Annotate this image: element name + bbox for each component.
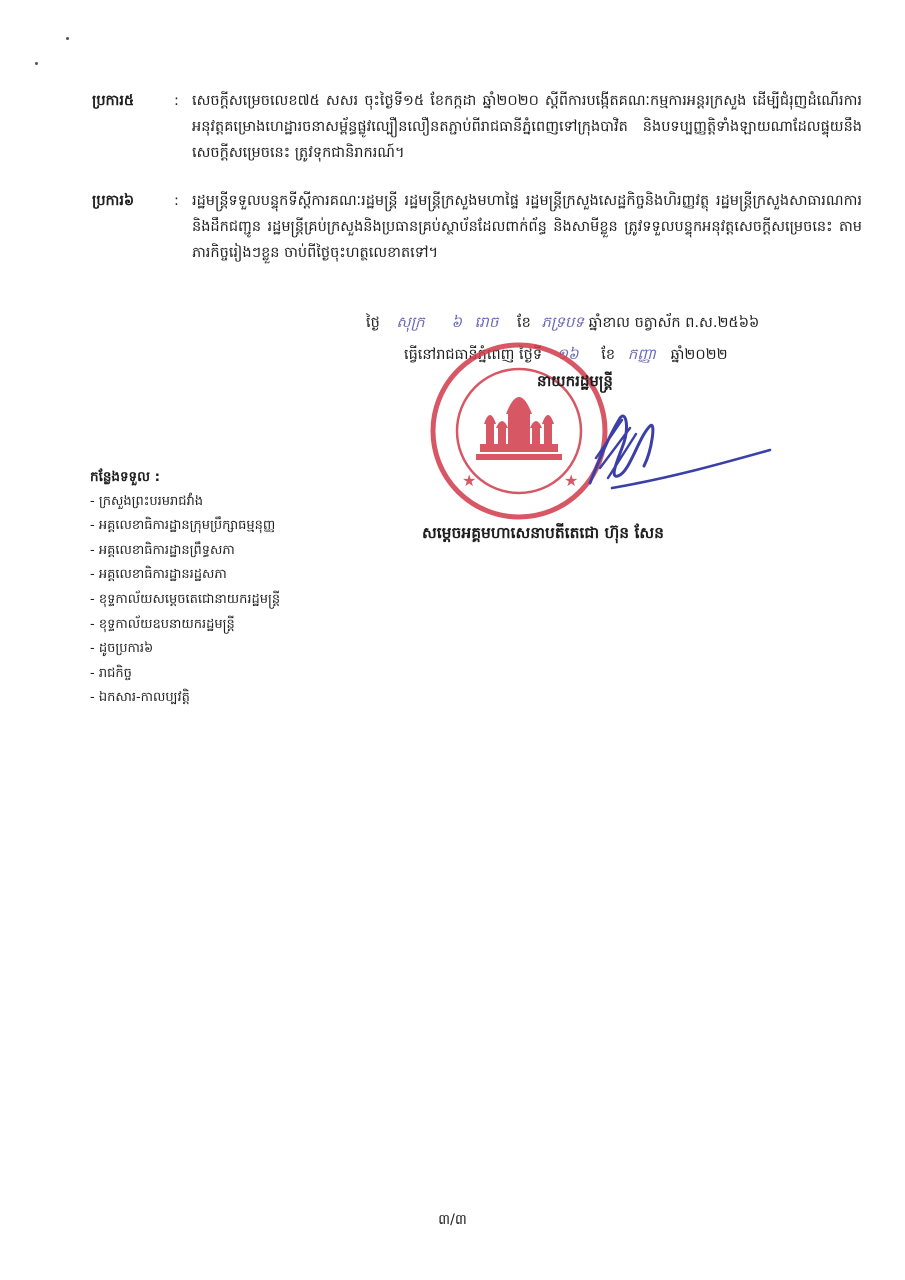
recipients-title: កន្លែងទទួល : (90, 469, 161, 485)
svg-text:★: ★ (564, 471, 579, 490)
recipient-item: - រាជកិច្ច (90, 665, 132, 681)
article-5-label: ប្រការ៥ (92, 93, 135, 109)
article-6-label: ប្រការ៦ (92, 193, 135, 209)
lunar-suffix: ឆ្នាំខាល ចត្វាស័ក ព.ស.២៥៦៦ (588, 315, 760, 331)
lunar-phase-handwritten: រោច (474, 313, 499, 331)
recipient-item: - អគ្គលេខាធិការដ្ឋានក្រុមប្រឹក្សាធម្មនុញ្ញ (90, 518, 276, 534)
article-colon: : (174, 193, 179, 209)
lunar-month-handwritten: ភទ្របទ (541, 313, 584, 331)
lunar-day-handwritten: សុក្រ (396, 313, 425, 331)
solar-month-label: ខែ (601, 347, 616, 363)
solar-month-handwritten: កញ្ញា (627, 345, 656, 363)
recipient-item: - អគ្គលេខាធិការដ្ឋានរដ្ឋសភា (90, 567, 227, 583)
article-6-text: រដ្ឋមន្ត្រីទទួលបន្ទុកទីស្ដីការគណៈរដ្ឋមន្ត្រី រដ្ឋមន្ត្រីក្រសួងមហាផ្ទៃ រដ្ឋមន្ត្រីក្រសួងសេដ្ឋកិច្ចនិងហិរញ្ញវត្ថុ រដ្ឋមន្ត្រីក្រសួងសាធារណការ និងដឹកជញ្ជូន រដ្ឋមន្ត្រីគ្រប់ក្រសួងនិងប្រធានគ្រប់ស្ថាប័នដែលពាក់ព័ន្ធ និងសាមីខ្លួន ត្រូវទទួលបន្ទុកអនុវត្តសេចក្ដីសម្រេចនេះ តាមភារកិច្ចរៀងៗខ្លួន ចាប់ពីថ្ងៃចុះហត្ថលេខាតទៅ។ (192, 193, 862, 261)
recipient-item: - ខុទ្ទកាល័យសម្ដេចតេជោនាយករដ្ឋមន្ត្រី (90, 591, 281, 607)
scan-speck (35, 62, 38, 65)
signer-name: សម្ដេចអគ្គមហាសេនាបតីតេជោ ហ៊ុន សែន (422, 524, 665, 542)
scan-speck (66, 37, 69, 40)
article-colon: : (174, 93, 179, 109)
lunar-month-label: ខែ (516, 315, 531, 331)
recipient-item: - ឯកសារ-កាលប្បវត្តិ (90, 690, 190, 706)
recipient-item: - អគ្គលេខាធិការដ្ឋានព្រឹទ្ធសភា (90, 542, 235, 558)
lunar-number-handwritten: ៦ (451, 313, 462, 331)
recipient-item: - ខុទ្ទកាល័យឧបនាយករដ្ឋមន្ត្រី (90, 616, 235, 632)
solar-day-handwritten: ១៦ (556, 345, 579, 363)
signer-title: នាយករដ្ឋមន្ត្រី (537, 372, 613, 390)
handwritten-signature (560, 398, 780, 508)
article-6 (92, 188, 862, 266)
recipient-item: - ដូចប្រការ៦ (90, 641, 154, 657)
page-number: ៣/៣ (438, 1212, 467, 1228)
solar-prefix: ធ្វើនៅរាជធានីភ្នំពេញ ថ្ងៃទី (404, 347, 543, 363)
recipients-list (90, 465, 280, 711)
lunar-prefix: ថ្ងៃ (366, 315, 380, 331)
article-5-text: សេចក្ដីសម្រេចលេខ៧៥ សសរ ចុះថ្ងៃទី១៥ ខែកក្កដា ឆ្នាំ២០២០ ស្ដីពីការបង្កើតគណៈកម្មការអន្តរក្រសួង ដើម្បីជំរុញដំណើរការអនុវត្តគម្រោងហេដ្ឋារចនាសម្ព័ន្ធផ្លូវល្បឿនលឿនតភ្ជាប់ពីរាជធានីភ្នំពេញទៅក្រុងបាវិត និងបទប្បញ្ញត្តិទាំងឡាយណាដែលផ្ទុយនឹងសេចក្ដីសម្រេចនេះ ត្រូវទុកជានិរាករណ៍។ (192, 93, 862, 161)
solar-suffix: ឆ្នាំ២០២២ (670, 347, 728, 363)
recipient-item: - ក្រសួងព្រះបរមរាជវាំង (90, 493, 204, 509)
svg-text:★: ★ (462, 471, 477, 490)
lunar-date-line (366, 310, 759, 335)
article-5 (92, 88, 862, 166)
